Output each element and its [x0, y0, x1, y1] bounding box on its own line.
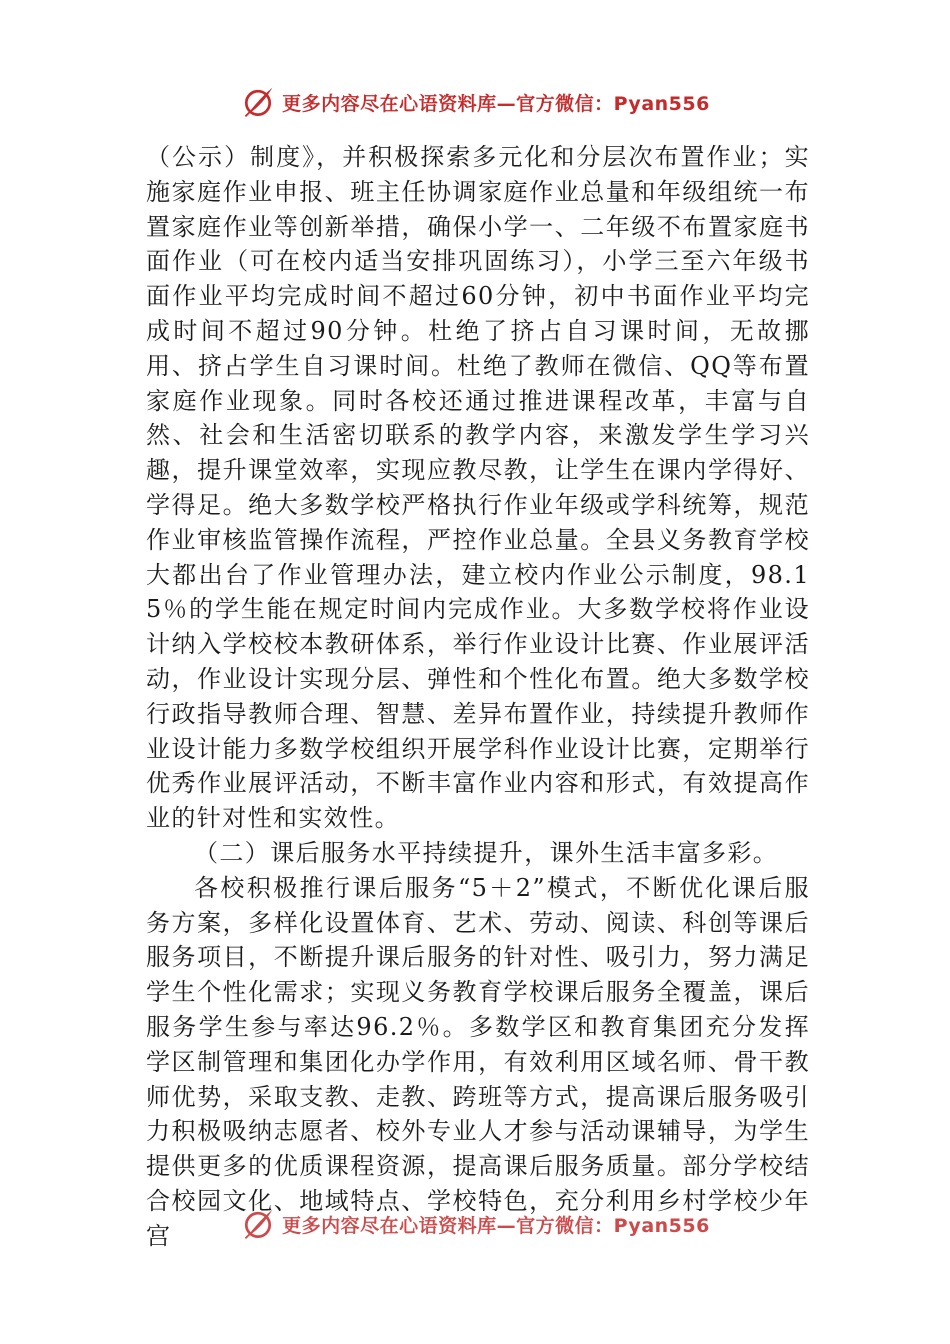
- paragraph-after-school-service: 各校积极推行课后服务“5＋2”模式，不断优化课后服务方案，多样化设置体育、艺术、劳动、阅读、科创等课后服务项目，不断提升课后服务的针对性、吸引力，努力满足学生个性化需求；实现义务教育学校课后服务全覆盖，课后服务学生参与率达96.2％。多数学区和教育集团充分发挥学区制管理和集团化办学作用，有效利用区域名师、骨干教师优势，采取支教、走教、跨班等方式，提高课后服务吸引力积极吸纳志愿者、校外专业人才参与活动课辅导，为学生提供更多的优质课程资源，提高课后服务质量。部分学校结合校园文化、地域特点、学校特色，充分利用乡村学校少年宫: [146, 873, 810, 1250]
- document-body: [146, 140, 810, 1254]
- watermark-header: [0, 84, 950, 120]
- quill-logo-icon: [240, 1206, 276, 1242]
- paragraph-homework: （公示）制度》，并积极探索多元化和分层次布置作业；实施家庭作业申报、班主任协调家庭作业总量和年级组统一布置家庭作业等创新举措，确保小学一、二年级不布置家庭书面作业（可在校内适当安排巩固练习），小学三至六年级书面作业平均完成时间不超过60分钟，初中书面作业平均完成时间不超过90分钟。杜绝了挤占自习课时间，无故挪用、挤占学生自习课时间。杜绝了教师在微信、QQ等布置家庭作业现象。同时各校还通过推进课程改革，丰富与自然、社会和生活密切联系的教学内容，来激发学生学习兴趣，提升课堂效率，实现应教尽教，让学生在课内学得好、学得足。绝大多数学校严格执行作业年级或学科统筹，规范作业审核监管操作流程，严控作业总量。全县义务教育学校大都出台了作业管理办法，建立校内作业公示制度，98.15％的学生能在规定时间内完成作业。大多数学校将作业设计纳入学校校本教研体系，举行作业设计比赛、作业展评活动，作业设计实现分层、弹性和个性化布置。绝大多数学校行政指导教师合理、智慧、差异布置作业，持续提升教师作业设计能力多数学校组织开展学科作业设计比赛，定期举行优秀作业展评活动，不断丰富作业内容和形式，有效提高作业的针对性和实效性。: [146, 143, 810, 833]
- watermark-text: 更多内容尽在心语资料库—官方微信：Pyan556: [282, 1214, 710, 1237]
- section-heading-after-school-service: （二）课后服务水平持续提升，课外生活丰富多彩。: [194, 838, 779, 867]
- quill-logo-icon: [240, 84, 276, 120]
- watermark-text: 更多内容尽在心语资料库—官方微信：Pyan556: [282, 92, 710, 115]
- watermark-footer: [0, 1206, 950, 1242]
